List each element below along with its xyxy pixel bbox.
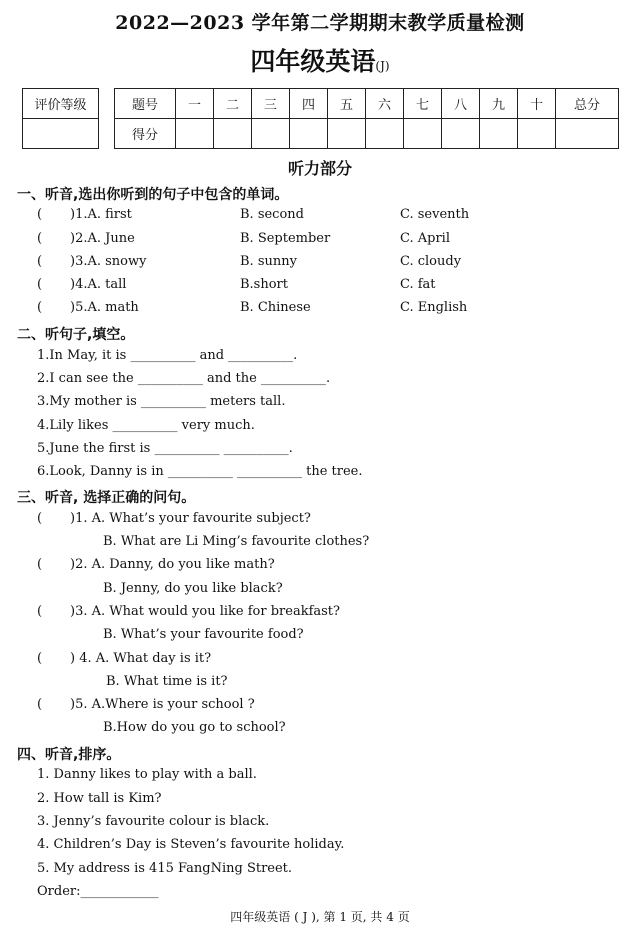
score-table: [114, 88, 619, 149]
s3-item-4-option-b: B. What time is it?: [106, 674, 228, 689]
s4-line-5: 5. My address is 415 FangNing Street.: [37, 861, 293, 876]
section-3-title: 三、听音, 选择正确的问句。: [17, 490, 196, 506]
answer-paren[interactable]: (: [37, 511, 43, 526]
score-header-cell: 题号: [115, 89, 176, 119]
evaluation-label: 评价等级: [23, 89, 99, 119]
s1-item-4-option-a: )4.A. tall: [70, 277, 127, 292]
s1-item-3: [37, 254, 42, 269]
s4-line-1: 1. Danny likes to play with a ball.: [37, 767, 257, 782]
s4-line-3: 3. Jenny’s favourite colour is black.: [37, 814, 270, 829]
answer-paren[interactable]: (: [37, 277, 43, 292]
score-cell[interactable]: [328, 119, 366, 149]
score-cell[interactable]: [518, 119, 556, 149]
score-cell[interactable]: [480, 119, 518, 149]
score-cell[interactable]: [366, 119, 404, 149]
s2-line-6: 6.Look, Danny is in __________ __________ the tree.: [37, 464, 363, 479]
edition-label: (J): [375, 59, 390, 73]
evaluation-box: [22, 88, 99, 149]
page-footer: 四年级英语 ( J ), 第 1 页, 共 4 页: [230, 910, 410, 924]
score-header-cell: 七: [404, 89, 442, 119]
score-header-cell: 十: [518, 89, 556, 119]
s3-item-4: [37, 651, 42, 666]
s1-item-3-option-a: )3.A. snowy: [70, 254, 147, 269]
answer-paren[interactable]: (: [37, 604, 43, 619]
score-cell[interactable]: [442, 119, 480, 149]
s3-item-2: [37, 557, 42, 572]
score-cell[interactable]: [214, 119, 252, 149]
s3-item-4-option-a: ) 4. A. What day is it?: [70, 651, 212, 666]
section-4-title: 四、听音,排序。: [17, 747, 121, 763]
s1-item-4-option-c: C. fat: [400, 277, 436, 292]
s3-item-3: [37, 604, 42, 619]
s1-item-3-option-b: B. sunny: [240, 254, 297, 269]
score-cell[interactable]: [556, 119, 619, 149]
s3-item-1-option-a: )1. A. What’s your favourite subject?: [70, 511, 311, 526]
score-header-cell: 八: [442, 89, 480, 119]
s1-item-5: [37, 300, 42, 315]
subject-name: 四年级英语: [250, 47, 376, 76]
s2-line-2: 2.I can see the __________ and the __________.: [37, 371, 331, 386]
score-cell[interactable]: [252, 119, 290, 149]
s1-item-5-option-c: C. English: [400, 300, 468, 315]
score-table-score-row: [115, 119, 619, 149]
score-header-cell: 五: [328, 89, 366, 119]
order-answer-line[interactable]: Order:____________: [37, 884, 159, 899]
answer-paren[interactable]: (: [37, 557, 43, 572]
score-header-cell: 九: [480, 89, 518, 119]
s1-item-3-option-c: C. cloudy: [400, 254, 462, 269]
score-cell[interactable]: [404, 119, 442, 149]
s1-item-1: [37, 207, 42, 222]
s2-line-5: 5.June the first is __________ __________.: [37, 441, 293, 456]
s1-item-4: [37, 277, 42, 292]
s1-item-2-option-c: C. April: [400, 231, 450, 246]
s3-item-1-option-b: B. What are Li Ming’s favourite clothes?: [103, 534, 370, 549]
s3-item-3-option-a: )3. A. What would you like for breakfast?: [70, 604, 341, 619]
answer-paren[interactable]: (: [37, 254, 43, 269]
score-cell[interactable]: [176, 119, 214, 149]
answer-paren[interactable]: (: [37, 300, 43, 315]
s1-item-5-option-a: )5.A. math: [70, 300, 139, 315]
section-1-title: 一、听音,选出你听到的句子中包含的单词。: [17, 187, 289, 203]
s1-item-2-option-b: B. September: [240, 231, 331, 246]
section-2-title: 二、听句子,填空。: [17, 327, 135, 343]
s2-line-3: 3.My mother is __________ meters tall.: [37, 394, 286, 409]
s3-item-5-option-a: )5. A.Where is your school ?: [70, 697, 255, 712]
score-header-cell: 三: [252, 89, 290, 119]
s1-item-5-option-b: B. Chinese: [240, 300, 311, 315]
s3-item-3-option-b: B. What’s your favourite food?: [103, 627, 304, 642]
part-title: 听力部分: [287, 159, 352, 178]
s3-item-2-option-a: )2. A. Danny, do you like math?: [70, 557, 275, 572]
score-header-cell: 二: [214, 89, 252, 119]
s1-item-2: [37, 231, 42, 246]
s3-item-1: [37, 511, 42, 526]
score-table-header-row: [115, 89, 619, 119]
score-header-cell: 六: [366, 89, 404, 119]
score-header-cell: 四: [290, 89, 328, 119]
s2-line-1: 1.In May, it is __________ and __________.: [37, 348, 298, 363]
s3-item-2-option-b: B. Jenny, do you like black?: [103, 581, 283, 596]
s4-line-2: 2. How tall is Kim?: [37, 791, 162, 806]
s1-item-1-option-b: B. second: [240, 207, 304, 222]
s1-item-1-option-a: )1.A. first: [70, 207, 132, 222]
s3-item-5: [37, 697, 42, 712]
exam-title: 2022—2023 学年第二学期期末教学质量检测: [115, 12, 525, 34]
s1-item-4-option-b: B.short: [240, 277, 288, 292]
s1-item-2-option-a: )2.A. June: [70, 231, 135, 246]
s2-line-4: 4.Lily likes __________ very much.: [37, 418, 255, 433]
subject-title: [0, 42, 640, 78]
score-cell[interactable]: [290, 119, 328, 149]
score-row-label: 得分: [115, 119, 176, 149]
s4-line-4: 4. Children’s Day is Steven’s favourite holiday.: [37, 837, 345, 852]
evaluation-cell[interactable]: [23, 119, 99, 149]
answer-paren[interactable]: (: [37, 231, 43, 246]
score-header-cell: 一: [176, 89, 214, 119]
score-header-cell: 总分: [556, 89, 619, 119]
answer-paren[interactable]: (: [37, 207, 43, 222]
s1-item-1-option-c: C. seventh: [400, 207, 470, 222]
answer-paren[interactable]: (: [37, 651, 43, 666]
s3-item-5-option-b: B.How do you go to school?: [103, 720, 286, 735]
answer-paren[interactable]: (: [37, 697, 43, 712]
